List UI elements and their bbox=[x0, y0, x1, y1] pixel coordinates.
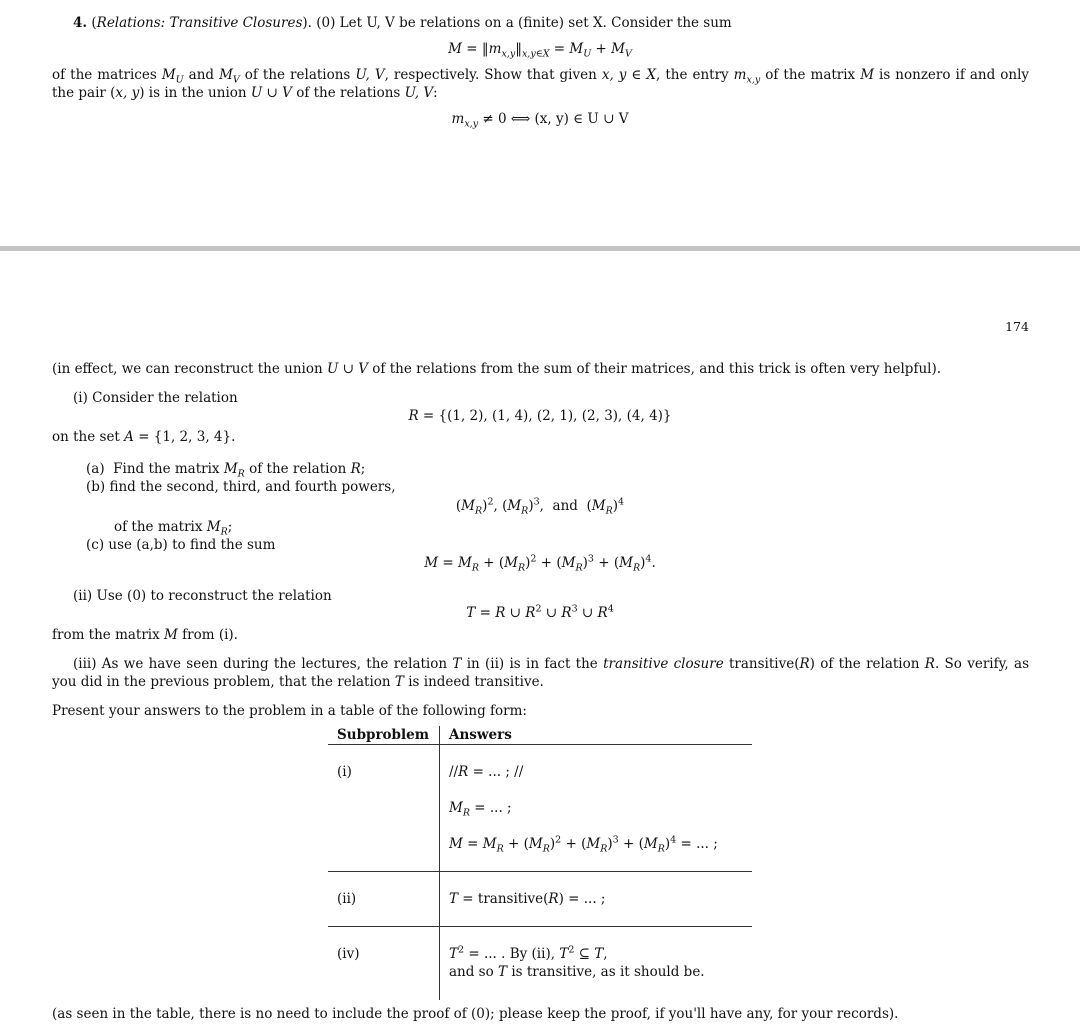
problem-title: Relations: Transitive Closures bbox=[96, 15, 303, 31]
row-iv-ans1: $T^2$ = ... . By (ii), $T^2$ ⊆ T, bbox=[449, 944, 608, 962]
equation-sum: $M = ‖m_{x,y}‖_{x,y\in X} = M_U + M_V$ bbox=[448, 41, 632, 60]
item-b: (b) find the second, third, and fourth powers, bbox=[86, 479, 396, 495]
header-answers: Answers bbox=[449, 727, 512, 743]
row-ii-ans: T = transitive(R) = ... ; bbox=[449, 891, 606, 907]
equation-M: $M = M_R + (M_R)^2 + (M_R)^3 + (M_R)^4$. bbox=[424, 553, 656, 574]
row-ii-sub: (ii) bbox=[337, 891, 357, 907]
present-text: Present your answers to the problem in a table of the following form: bbox=[52, 703, 527, 719]
row-i-ans1: //R = ... ; // bbox=[449, 764, 524, 780]
table-row-line bbox=[328, 926, 752, 927]
row-iv-sub: (iv) bbox=[337, 946, 360, 962]
problem-body: of the matrices $M_U$ and $M_V$ of the relations U, V, respectively. Show that given x, y ∈ X, the entry $m_{x,y}$ of the matrix M is nonzero if and only the pair (x, y) is in the union U ∪ V of the relations U, V: bbox=[52, 67, 1030, 101]
answer-table bbox=[328, 726, 752, 1000]
part-ii-from: from the matrix M from (i). bbox=[52, 627, 238, 643]
equation-iff-text: ≠ 0 ⟺ (x, y) ∈ U ∪ V bbox=[482, 111, 629, 127]
problem-heading: 4. (Relations: Transitive Closures). (0) Let U, V be relations on a (finite) set X. Consider the sum bbox=[73, 15, 732, 31]
row-i-sub: (i) bbox=[337, 764, 352, 780]
powers-and: and bbox=[552, 498, 578, 514]
equation-iff: $m_{x,y} \ne 0$ ⟺ (x, y) ∈ U ∪ V bbox=[451, 111, 629, 130]
page-number: 174 bbox=[1005, 319, 1029, 334]
table-row-line bbox=[328, 871, 752, 872]
part-i-label: (i) Consider the relation bbox=[73, 390, 238, 406]
page-divider bbox=[0, 246, 1080, 251]
equation-powers: $(M_R)^2$, $(M_R)^3$, and $(M_R)^4$ bbox=[455, 496, 625, 517]
table-vline bbox=[439, 726, 440, 1000]
table-header-line bbox=[328, 744, 752, 745]
item-c: (c) use (a,b) to find the sum bbox=[86, 537, 276, 553]
header-subproblem: Subproblem bbox=[337, 727, 430, 743]
item-a: (a) Find the matrix $M_R$ of the relation R; bbox=[86, 461, 366, 480]
equation-T: T = R ∪ $R^2$ ∪ $R^3$ ∪ $R^4$ bbox=[466, 603, 614, 621]
row-i-ans2: $M_R$ = ... ; bbox=[449, 800, 512, 819]
row-iv-ans2: and so T is transitive, as it should be. bbox=[449, 964, 705, 980]
relation-R: R = {(1, 2), (1, 4), (2, 1), (2, 3), (4, 4)} bbox=[408, 408, 672, 424]
problem-number: 4. bbox=[73, 15, 88, 31]
row-i-ans3: $M = M_R + (M_R)^2 + (M_R)^3 + (M_R)^4$ = ... ; bbox=[449, 834, 718, 855]
of-matrix: of the matrix $M_R$; bbox=[114, 519, 233, 538]
set-A: on the set A = {1, 2, 3, 4}. bbox=[52, 429, 236, 445]
part-iii: (iii) As we have seen during the lectures, the relation T in (ii) is in fact the transitive closure transitive(R) of the relation R. So verify, as you did in the previous problem, that the relation T is indeed transitive. bbox=[52, 656, 1029, 690]
problem-intro: (0) Let U, V be relations on a (finite) set X. Consider the sum bbox=[316, 15, 732, 31]
part-ii-label: (ii) Use (0) to reconstruct the relation bbox=[73, 588, 332, 604]
footer-text: (as seen in the table, there is no need to include the proof of (0); please keep the proof, if you'll have any, for your records). bbox=[52, 1006, 899, 1022]
continuation-text: (in effect, we can reconstruct the union U ∪ V of the relations from the sum of their matrices, and this trick is often very helpful). bbox=[52, 361, 942, 377]
